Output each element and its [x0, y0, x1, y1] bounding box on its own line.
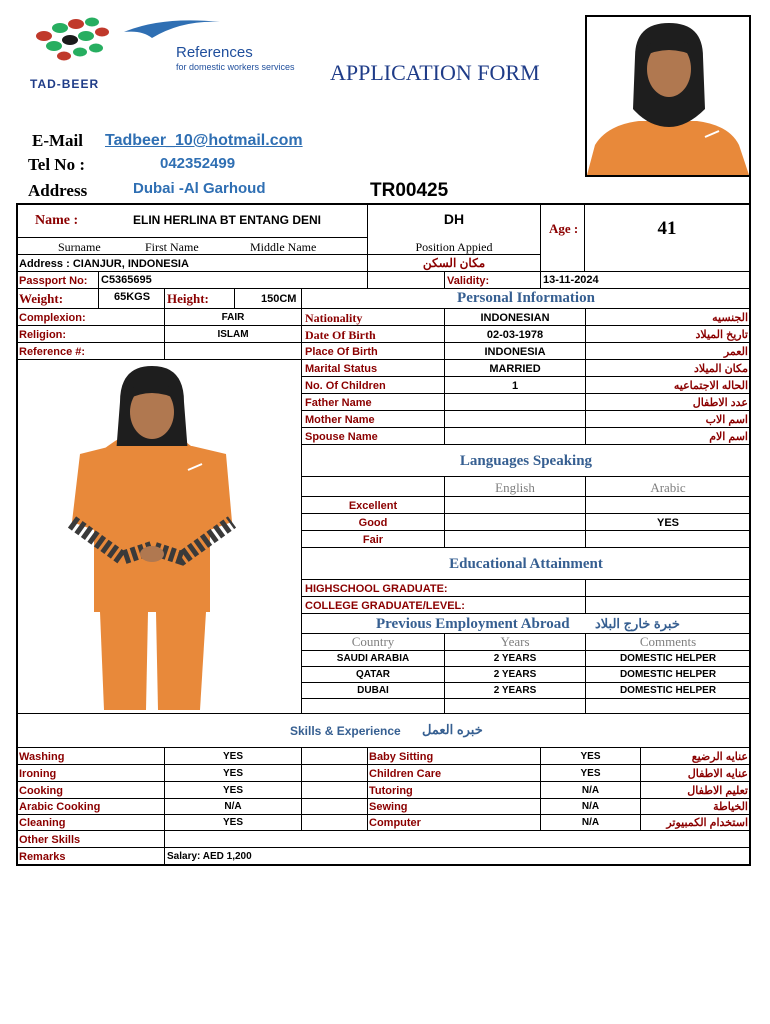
skill-computer-ar: استخدام الكمبيوتر	[666, 817, 748, 829]
emp-col-years: Years	[500, 634, 530, 649]
tel-label: Tel No :	[28, 155, 85, 174]
emp-row-years: 2 YEARS	[493, 685, 537, 696]
position-code: DH	[443, 211, 465, 227]
lang-level-fair: Fair	[362, 534, 384, 546]
children-ar: الحاله الاجتماعيه	[673, 380, 748, 392]
applicant-photo-full	[60, 362, 240, 712]
skill-washing-label: Washing	[19, 751, 65, 763]
nationality-ar: الجنسيه	[712, 312, 748, 324]
tadbeer-logo-dots-icon	[30, 16, 120, 68]
spouse-ar: اسم الام	[709, 431, 748, 443]
skill-cleaning-label: Cleaning	[19, 817, 66, 829]
remarks-value: Salary: AED 1,200	[167, 851, 252, 862]
religion-label: Religion:	[19, 329, 67, 341]
spouse-label: Spouse Name	[305, 431, 378, 443]
mother-ar: اسم الاب	[705, 414, 748, 426]
highschool-label: HIGHSCHOOL GRADUATE:	[305, 583, 448, 595]
validity-label: Validity:	[447, 275, 490, 287]
lang-level-excellent: Excellent	[348, 500, 398, 512]
emp-row-comments: DOMESTIC HELPER	[619, 669, 717, 680]
skill-baby-sitting-label: Baby Sitting	[369, 751, 434, 763]
emp-row-country: SAUDI ARABIA	[336, 653, 410, 664]
children-label: No. Of Children	[305, 380, 386, 392]
emp-row-years: 2 YEARS	[493, 669, 537, 680]
reference-code: TR00425	[370, 180, 449, 201]
passport-value: C5365695	[101, 274, 152, 286]
middle-name-label: Middle Name	[250, 240, 317, 254]
skill-arabic-cooking-label: Arabic Cooking	[19, 801, 101, 813]
emp-row-country: DUBAI	[357, 685, 389, 696]
complexion-label: Complexion:	[19, 312, 86, 324]
nationality-label: Nationality	[305, 311, 363, 325]
first-name-label: First Name	[145, 240, 199, 254]
father-ar: عدد الاطفال	[692, 397, 748, 409]
reference-label: Reference #:	[19, 346, 86, 358]
emp-col-country: Country	[351, 634, 395, 649]
skill-washing-value: YES	[222, 751, 243, 762]
height-value: 150CM	[261, 293, 297, 305]
skills-title: Skills & Experience	[290, 724, 401, 738]
height-label: Height:	[167, 291, 209, 306]
residence-ar: مكان السكن	[422, 256, 486, 270]
applicant-portrait-icon	[587, 17, 749, 175]
employment-title: Previous Employment Abroad	[376, 616, 570, 632]
skill-sewing-value: N/A	[581, 801, 600, 812]
passport-label: Passport No:	[19, 275, 88, 287]
applicant-photo-small	[585, 15, 751, 177]
tadbeer-logo-text: TAD-BEER	[30, 77, 100, 91]
skill-ironing-label: Ironing	[19, 768, 57, 780]
dob-ar: تاريخ الميلاد	[695, 329, 748, 341]
languages-title: Languages Speaking	[459, 453, 593, 469]
education-title: Educational Attainment	[449, 556, 603, 572]
mother-label: Mother Name	[305, 414, 375, 426]
skill-cooking-label: Cooking	[19, 785, 63, 797]
complexion-value: FAIR	[221, 312, 245, 323]
applicant-address-value: CIANJUR, INDONESIA	[72, 258, 189, 270]
marital-value: MARRIED	[489, 363, 541, 375]
tadbeer-logo	[30, 16, 120, 91]
employment-title-ar: خبرة خارج البلاد	[595, 616, 680, 631]
applicant-fullbody-icon	[60, 362, 240, 712]
lang-level-good: Good	[358, 517, 388, 529]
skill-baby-sitting-value: YES	[580, 751, 601, 762]
lang-good-arabic: YES	[656, 517, 679, 529]
pob-value: INDONESIA	[484, 346, 546, 358]
applicant-address-row	[19, 257, 189, 271]
skill-children-care-ar: عنايه الاطفال	[687, 768, 748, 780]
emp-row-years: 2 YEARS	[493, 653, 537, 664]
email-label: E-Mail	[32, 131, 83, 150]
skill-sewing-ar: الخياطة	[713, 801, 748, 813]
skill-ironing-value: YES	[222, 768, 243, 779]
tel-value: 042352499	[160, 155, 236, 172]
references-logo	[122, 18, 322, 78]
address-label: Address	[28, 181, 88, 200]
age-value: 41	[657, 218, 677, 239]
religion-value: ISLAM	[217, 329, 249, 340]
skill-baby-sitting-ar: عنايه الرضيع	[691, 751, 748, 763]
skill-tutoring-ar: تعليم الاطفال	[687, 785, 748, 797]
father-label: Father Name	[305, 397, 372, 409]
position-label: Position Appied	[415, 240, 493, 254]
applicant-name: ELIN HERLINA BT ENTANG DENI	[133, 213, 321, 227]
applicant-address-label: Address :	[19, 258, 70, 270]
skill-sewing-label: Sewing	[369, 801, 408, 813]
pob-ar: العمر	[723, 346, 748, 358]
references-subtitle: for domestic workers services	[176, 62, 295, 72]
age-label: Age :	[549, 221, 579, 236]
other-skills-label: Other Skills	[19, 834, 81, 846]
dob-value: 02-03-1978	[486, 329, 544, 341]
skill-cooking-value: YES	[222, 785, 243, 796]
lang-col-english: English	[495, 480, 535, 495]
address-value: Dubai -Al Garhoud	[133, 180, 266, 197]
emp-col-comments: Comments	[639, 634, 697, 649]
marital-label: Marital Status	[305, 363, 378, 375]
email-link[interactable]: Tadbeer_10@hotmail.com	[105, 132, 303, 149]
skill-computer-label: Computer	[369, 817, 421, 829]
form-title: APPLICATION FORM	[330, 60, 540, 85]
surname-label: Surname	[58, 240, 101, 254]
weight-value: 65KGS	[114, 291, 151, 303]
personal-info-title: Personal Information	[457, 290, 595, 306]
skill-tutoring-value: N/A	[581, 785, 600, 796]
swoosh-icon	[122, 18, 222, 42]
emp-row-country: QATAR	[355, 669, 391, 680]
dob-label: Date Of Birth	[305, 328, 376, 342]
skill-tutoring-label: Tutoring	[369, 785, 413, 797]
remarks-label: Remarks	[19, 851, 66, 863]
skill-cleaning-value: YES	[222, 817, 243, 828]
skill-children-care-value: YES	[580, 768, 601, 779]
lang-col-arabic: Arabic	[650, 480, 686, 495]
college-label: COLLEGE GRADUATE/LEVEL:	[305, 600, 465, 612]
name-label: Name :	[35, 213, 79, 228]
nationality-value: INDONESIAN	[480, 312, 550, 324]
skill-computer-value: N/A	[581, 817, 600, 828]
skills-title-ar: خبره العمل	[422, 722, 483, 737]
emp-row-comments: DOMESTIC HELPER	[619, 653, 717, 664]
marital-ar: مكان الميلاد	[693, 363, 748, 375]
references-title: References	[176, 44, 253, 61]
skill-children-care-label: Children Care	[369, 768, 442, 780]
weight-label: Weight:	[19, 291, 64, 306]
pob-label: Place Of Birth	[305, 346, 378, 358]
validity-value: 13-11-2024	[543, 274, 599, 286]
children-value: 1	[511, 380, 519, 392]
skill-arabic-cooking-value: N/A	[224, 801, 242, 812]
emp-row-comments: DOMESTIC HELPER	[619, 685, 717, 696]
